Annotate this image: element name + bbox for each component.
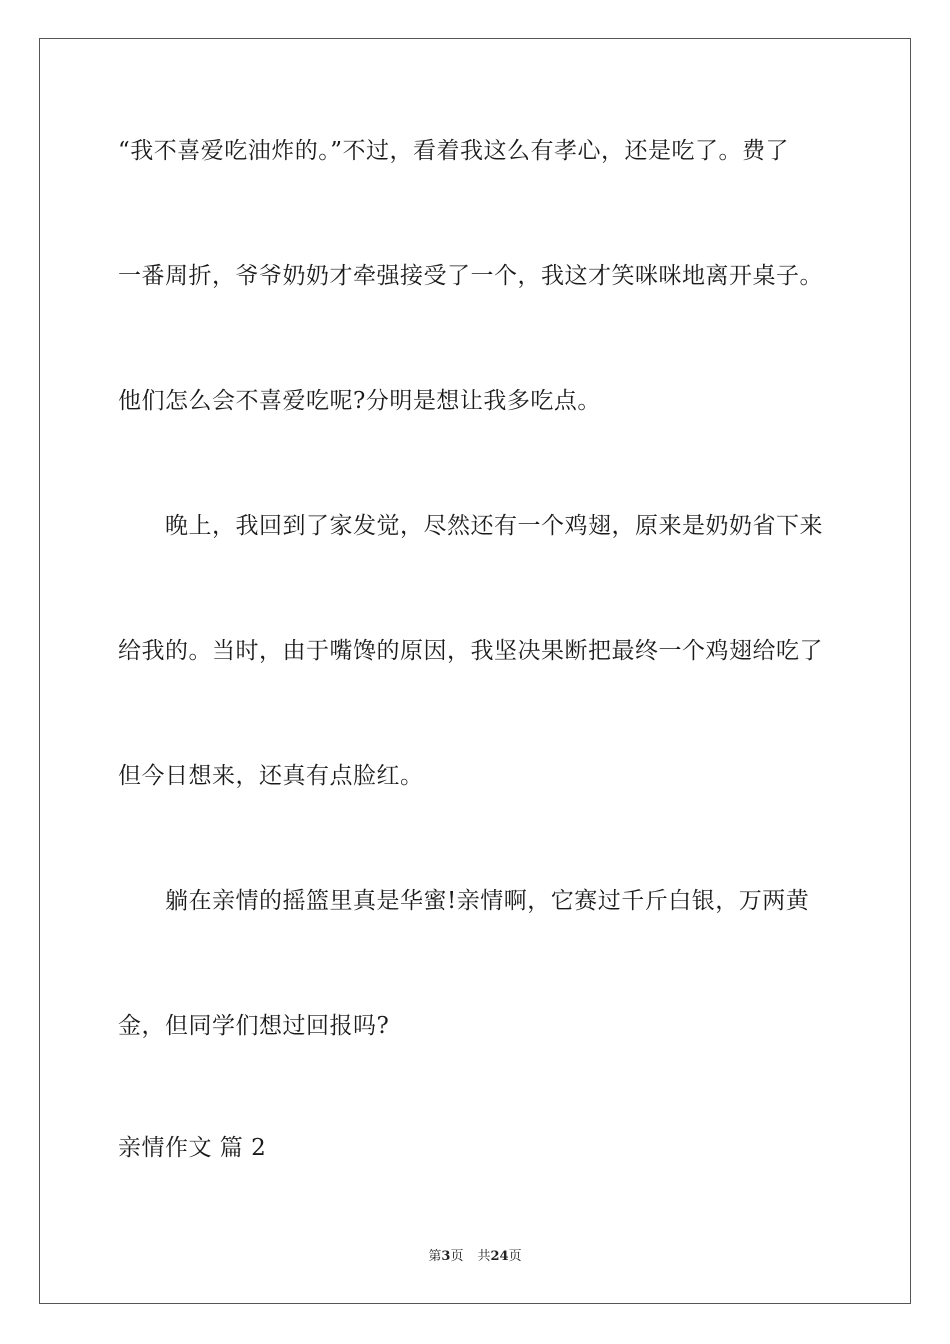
paragraph-line-1: “我不喜爱吃油炸的。”不过，看着我这么有孝心，还是吃了。费了 [118,138,790,164]
page-current: 3 [441,1249,451,1264]
page-border [39,38,911,1304]
page-footer [0,1248,950,1266]
page-suffix: 页 [450,1249,464,1264]
paragraph-line-6: 但今日想来，还真有点脸红。 [118,763,424,789]
paragraph-line-8: 金，但同学们想过回报吗? [118,1013,390,1039]
section-heading: 亲情作文 篇 2 [118,1135,267,1161]
paragraph-line-3: 他们怎么会不喜爱吃呢?分明是想让我多吃点。 [118,388,601,414]
page-total: 24 [490,1249,509,1264]
total-suffix: 页 [508,1249,522,1264]
paragraph-line-4: 晚上，我回到了家发觉，尽然还有一个鸡翅，原来是奶奶省下来 [165,513,823,539]
paragraph-line-5: 给我的。当时，由于嘴馋的原因，我坚决果断把最终一个鸡翅给吃了 [118,638,823,664]
paragraph-line-2: 一番周折，爷爷奶奶才牵强接受了一个，我这才笑咪咪地离开桌子。 [118,263,823,289]
page-prefix: 第 [428,1249,442,1264]
total-prefix: 共 [477,1249,491,1264]
paragraph-line-7: 躺在亲情的摇篮里真是华蜜!亲情啊，它赛过千斤白银，万两黄 [165,888,810,914]
